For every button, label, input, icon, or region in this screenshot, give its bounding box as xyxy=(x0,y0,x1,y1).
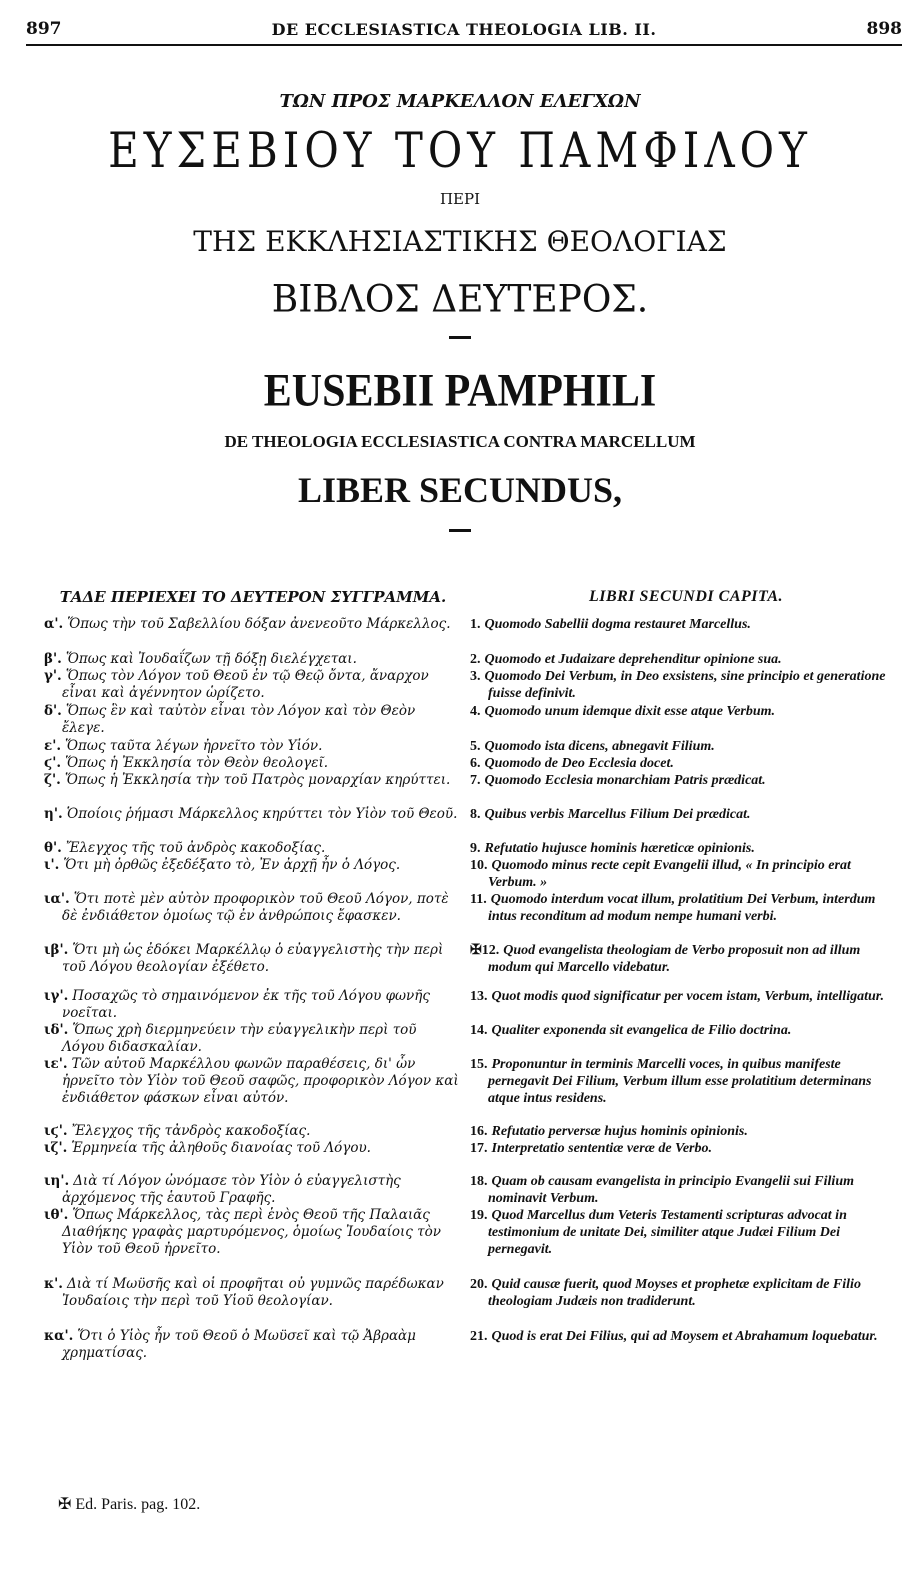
greek-title-line3: ΠΕΡΙ xyxy=(439,190,481,208)
latin-contents-item-number: ✠12. xyxy=(470,943,500,958)
latin-contents-item xyxy=(470,1207,902,1258)
greek-contents-item xyxy=(44,1328,462,1362)
greek-contents-item-number: ιε'. xyxy=(44,1056,68,1072)
greek-book-title: ΒΙΒΛΟΣ ΔΕΥΤΕΡΟΣ. xyxy=(271,277,649,321)
greek-contents-item xyxy=(44,857,462,874)
greek-contents-item-text: Ἔλεγχος τῆς τοῦ ἀνδρὸς κακοδοξίας. xyxy=(65,840,326,856)
latin-contents-item-text: Quod evangelista theologiam de Verbo proposuit non ad illum modum qui Marcello videbatur. xyxy=(488,943,861,975)
latin-contents-item-number: 21. xyxy=(470,1329,488,1344)
title-block xyxy=(0,88,920,532)
latin-contents-item-number: 13. xyxy=(470,989,488,1004)
greek-contents-item-text: Διὰ τί Λόγον ὠνόμασε τὸν Υἱὸν ὁ εὐαγγελιστὴς ἀρχόμενος τῆς ἑαυτοῦ Γραφῆς. xyxy=(62,1173,401,1206)
greek-contents-heading: ΤΑΔΕ ΠΕΡΙΕΧΕΙ ΤΟ ΔΕΥΤΕΡΟΝ ΣΥΓΓΡΑΜΜΑ. xyxy=(59,588,447,606)
latin-contents-item-number: 1. xyxy=(470,617,481,632)
latin-contents-item xyxy=(470,616,902,633)
greek-contents-item-number: ιθ'. xyxy=(44,1207,69,1223)
greek-contents-item xyxy=(44,755,462,772)
latin-contents-item xyxy=(470,988,902,1005)
latin-contents-item-number: 16. xyxy=(470,1124,488,1139)
latin-contents-item-text: Quomodo Dei Verbum, in Deo exsistens, sine principio et generatione fuisse definivit. xyxy=(484,669,886,701)
greek-contents-item-number: ε'. xyxy=(44,738,62,754)
latin-contents-item-text: Quomodo minus recte cepit Evangelii illud, « In principio erat Verbum. » xyxy=(488,858,851,890)
latin-contents-item-text: Quibus verbis Marcellus Filium Dei prædicat. xyxy=(484,807,751,822)
latin-contents-item-number: 6. xyxy=(470,756,481,771)
latin-contents-item-number: 7. xyxy=(470,773,481,788)
latin-contents-item-number: 10. xyxy=(470,858,488,873)
greek-contents-item-text: Τῶν αὐτοῦ Μαρκέλλου φωνῶν παραθέσεις, δι' ὧν ἠρνεῖτο τὸν Υἱὸν τοῦ Θεοῦ σαφῶς, προφορικὸν Λόγον καὶ ἐνδιάθετον φάσκων εἶναι αὐτόν. xyxy=(62,1056,459,1106)
latin-contents-item xyxy=(470,1123,902,1140)
latin-contents-item-text: Quomodo unum idemque dixit esse atque Verbum. xyxy=(484,704,776,719)
greek-contents-item xyxy=(44,738,462,755)
greek-contents-item xyxy=(44,1207,462,1258)
latin-contents-item-number: 20. xyxy=(470,1277,488,1292)
latin-contents-item xyxy=(470,1022,902,1039)
greek-contents-item xyxy=(44,616,462,633)
latin-contents-item xyxy=(470,1276,902,1310)
latin-contents-item-text: Quomodo de Deo Ecclesia docet. xyxy=(484,756,674,771)
divider xyxy=(449,529,471,532)
latin-contents-item-text: Quomodo interdum vocat illum, prolatitium Dei Verbum, interdum intus reconditum ad modum nempe humani verbi. xyxy=(488,892,876,924)
greek-contents-item-text: Ὅπως Μάρκελλος, τὰς περὶ ἑνὸς Θεοῦ τῆς Παλαιᾶς Διαθήκης γραφὰς μαρτυρόμενος, ὁμοίως Ἰουδαίοις τὸν Υἱὸν τοῦ Θεοῦ ἠρνεῖτο. xyxy=(62,1207,441,1257)
latin-contents-item-text: Quomodo Ecclesia monarchiam Patris prædicat. xyxy=(484,773,766,788)
greek-contents-item-text: Ὅπως καὶ Ἰουδαΐζων τῇ δόξῃ διελέγχεται. xyxy=(65,651,357,667)
latin-contents-item xyxy=(470,772,902,789)
latin-contents-item-text: Quomodo Sabellii dogma restauret Marcellus. xyxy=(484,617,751,632)
greek-contents-item xyxy=(44,1123,462,1140)
latin-contents-item xyxy=(470,738,902,755)
greek-contents-item-text: Ὅπως τὸν Λόγον τοῦ Θεοῦ ἐν τῷ Θεῷ ὄντα, ἄναρχον εἶναι καὶ ἀγέννητον ὡρίζετο. xyxy=(62,668,429,701)
latin-contents-item-text: Refutatio hujusce hominis hæreticæ opinionis. xyxy=(484,841,755,856)
latin-contents-item-number: 8. xyxy=(470,807,481,822)
latin-contents-item xyxy=(470,1056,902,1107)
greek-contents-item-number: δ'. xyxy=(44,703,62,719)
greek-contents-item xyxy=(44,668,462,702)
greek-author: ΕΥΣΕΒΙΟΥ ΤΟΥ ΠΑΜΦΙΛΟΥ xyxy=(108,122,812,179)
greek-contents-item xyxy=(44,988,462,1022)
latin-contents-item-number: 9. xyxy=(470,841,481,856)
latin-contents-item-text: Refutatio perversæ hujus hominis opinionis. xyxy=(491,1124,748,1139)
greek-contents xyxy=(44,588,462,1361)
latin-contents-item xyxy=(470,891,902,925)
greek-title-line4: ΤΗΣ ΕΚΚΛΗΣΙΑΣΤΙΚΗΣ ΘΕΟΛΟΓΙΑΣ xyxy=(193,225,727,258)
greek-contents-item-text: Ὅτι ὁ Υἱὸς ἦν τοῦ Θεοῦ ὁ Μωϋσεῖ καὶ τῷ Ἀβραὰμ χρηματίσας. xyxy=(62,1328,416,1361)
latin-contents-item xyxy=(470,942,902,976)
latin-contents-item-number: 17. xyxy=(470,1141,488,1156)
greek-contents-item-text: Διὰ τί Μωϋσῆς καὶ οἱ προφῆται οὐ γυμνῶς παρέδωκαν Ἰουδαίοις τὴν περὶ τοῦ Υἱοῦ θεολογίαν. xyxy=(62,1276,444,1309)
greek-contents-item-number: ιϛ'. xyxy=(44,1123,68,1139)
latin-contents-item-text: Quod Marcellus dum Veteris Testamenti scripturas advocat in testimonium de unitate Dei, similiter atque Judæi Filium Dei pernegavit. xyxy=(488,1208,847,1257)
latin-contents-item xyxy=(470,668,902,702)
greek-contents-item-text: Ὅτι ποτὲ μὲν αὐτὸν προφορικὸν τοῦ Θεοῦ Λόγον, ποτὲ δὲ ἐνδιάθετον ὁμοίως τῷ ἐν ἀνθρώποις ἔφασκεν. xyxy=(62,891,449,924)
greek-contents-item xyxy=(44,772,462,789)
latin-contents-item-text: Quomodo ista dicens, abnegavit Filium. xyxy=(484,739,715,754)
latin-contents-item-number: 14. xyxy=(470,1023,488,1038)
latin-contents-item xyxy=(470,857,902,891)
greek-contents-item-number: ιβ'. xyxy=(44,942,69,958)
latin-contents-item-text: Quomodo et Judaizare deprehenditur opinione sua. xyxy=(484,652,782,667)
divider xyxy=(449,336,471,339)
greek-contents-item xyxy=(44,1140,462,1157)
latin-contents-item-text: Quid causæ fuerit, quod Moyses et prophetæ explicitam de Filio theologiam Judæis non tradiderunt. xyxy=(488,1277,861,1309)
greek-contents-item xyxy=(44,942,462,976)
greek-contents-item-text: Ὅπως τὴν τοῦ Σαβελλίου δόξαν ἀνενεοῦτο Μάρκελλος. xyxy=(67,616,451,632)
latin-contents-item xyxy=(470,1173,902,1207)
running-title: DE ECCLESIASTICA THEOLOGIA LIB. II. xyxy=(271,19,657,39)
latin-contents-item-number: 11. xyxy=(470,892,487,907)
latin-book-title: LIBER SECUNDUS, xyxy=(297,470,623,510)
greek-contents-item xyxy=(44,840,462,857)
greek-contents-item-number: κα'. xyxy=(44,1328,74,1344)
greek-contents-item xyxy=(44,1056,462,1107)
left-page-number: 897 xyxy=(26,19,62,39)
latin-contents-item-text: Proponuntur in terminis Marcelli voces, in quibus manifeste pernegavit Dei Filium, Verbum illum esse prolatitium determinans atque intus residens. xyxy=(488,1057,872,1106)
greek-contents-item-text: Ὅπως ἓν καὶ ταὐτὸν εἶναι τὸν Λόγον καὶ τὸν Θεὸν ἔλεγε. xyxy=(62,703,416,736)
latin-contents-item-number: 19. xyxy=(470,1208,488,1223)
latin-contents-item-text: Interpretatio sententiæ veræ de Verbo. xyxy=(491,1141,712,1156)
footnote: ✠ Ed. Paris. pag. 102. xyxy=(58,1496,201,1513)
greek-contents-item-number: ιη'. xyxy=(44,1173,70,1189)
greek-contents-item-number: γ'. xyxy=(44,668,62,684)
greek-contents-item xyxy=(44,1022,462,1056)
latin-contents-item xyxy=(470,703,902,720)
latin-contents-item-number: 4. xyxy=(470,704,481,719)
greek-contents-item-text: Ὅπως ἡ Ἐκκλησία τὸν Θεὸν θεολογεῖ. xyxy=(65,755,329,771)
running-head xyxy=(26,14,902,46)
latin-contents-item xyxy=(470,651,902,668)
greek-contents-item-number: β'. xyxy=(44,651,62,667)
greek-contents-item xyxy=(44,651,462,668)
latin-contents-item xyxy=(470,806,902,823)
greek-contents-item-number: ιζ'. xyxy=(44,1140,68,1156)
greek-contents-item-number: ια'. xyxy=(44,891,70,907)
latin-contents-item-number: 18. xyxy=(470,1174,488,1189)
greek-contents-item-number: κ'. xyxy=(44,1276,63,1292)
greek-contents-item-number: α'. xyxy=(44,616,64,632)
right-page-number: 898 xyxy=(866,19,902,39)
latin-contents-item-text: Quot modis quod significatur per vocem istam, Verbum, intelligatur. xyxy=(491,989,884,1004)
greek-contents-item-text: Ἑρμηνεία τῆς ἀληθοῦς διανοίας τοῦ Λόγου. xyxy=(71,1140,371,1156)
latin-contents-item-text: Quam ob causam evangelista in principio Evangelii sui Filium nominavit Verbum. xyxy=(488,1174,854,1206)
greek-contents-item xyxy=(44,1276,462,1310)
latin-contents-item-text: Quod is erat Dei Filius, qui ad Moysem et Abrahamum loquebatur. xyxy=(491,1329,878,1344)
latin-contents-item-number: 5. xyxy=(470,739,481,754)
greek-contents-item xyxy=(44,1173,462,1207)
greek-contents-item xyxy=(44,703,462,737)
latin-contents-item-text: Qualiter exponenda sit evangelica de Filio doctrina. xyxy=(491,1023,792,1038)
greek-contents-item-number: ιδ'. xyxy=(44,1022,69,1038)
latin-author: EUSEBII PAMPHILI xyxy=(263,365,657,417)
greek-contents-item-text: Ὅπως χρὴ διερμηνεύειν τὴν εὐαγγελικὴν περὶ τοῦ Λόγου διδασκαλίαν. xyxy=(62,1022,417,1055)
greek-contents-item xyxy=(44,806,462,823)
latin-contents-item xyxy=(470,1140,902,1157)
greek-contents-item-number: ϛ'. xyxy=(44,755,62,771)
latin-contents-item-number: 15. xyxy=(470,1057,488,1072)
greek-contents-item-text: Ποσαχῶς τὸ σημαινόμενον ἐκ τῆς τοῦ Λόγου φωνῆς νοεῖται. xyxy=(62,988,430,1021)
latin-contents xyxy=(470,588,902,1344)
greek-contents-item-number: ιγ'. xyxy=(44,988,69,1004)
greek-contents-item xyxy=(44,891,462,925)
greek-contents-item-number: θ'. xyxy=(44,840,62,856)
greek-contents-item-text: Ὅτι μὴ ὡς ἐδόκει Μαρκέλλῳ ὁ εὐαγγελιστὴς τὴν περὶ τοῦ Λόγου θεολογίαν ἐξέθετο. xyxy=(62,942,444,975)
latin-contents-item-number: 3. xyxy=(470,669,481,684)
greek-contents-item-text: Ὅπως ταῦτα λέγων ἠρνεῖτο τὸν Υἱόν. xyxy=(65,738,323,754)
latin-contents-item xyxy=(470,755,902,772)
greek-contents-item-text: Ὅπως ἡ Ἐκκλησία τὴν τοῦ Πατρὸς μοναρχίαν κηρύττει. xyxy=(64,772,451,788)
latin-contents-item xyxy=(470,1328,902,1345)
greek-contents-item-number: η'. xyxy=(44,806,63,822)
greek-contents-item-number: ζ'. xyxy=(44,772,61,788)
greek-contents-item-text: Ἔλεγχος τῆς τἀνδρὸς κακοδοξίας. xyxy=(71,1123,311,1139)
greek-contents-item-text: Ὁποίοις ῥήμασι Μάρκελλος κηρύττει τὸν Υἱὸν τοῦ Θεοῦ. xyxy=(66,806,458,822)
latin-contents-heading: LIBRI SECUNDI CAPITA. xyxy=(588,588,784,605)
greek-title-line1: ΤΩΝ ΠΡΟΣ ΜΑΡΚΕΛΛΟΝ ΕΛΕΓΧΩΝ xyxy=(279,91,641,112)
greek-contents-item-number: ι'. xyxy=(44,857,60,873)
latin-subtitle: DE THEOLOGIA ECCLESIASTICA CONTRA MARCELLUM xyxy=(224,432,696,451)
latin-contents-item xyxy=(470,840,902,857)
greek-contents-item-text: Ὅτι μὴ ὀρθῶς ἐξεδέξατο τὸ, Ἐν ἀρχῇ ἦν ὁ Λόγος. xyxy=(63,857,401,873)
latin-contents-item-number: 2. xyxy=(470,652,481,667)
